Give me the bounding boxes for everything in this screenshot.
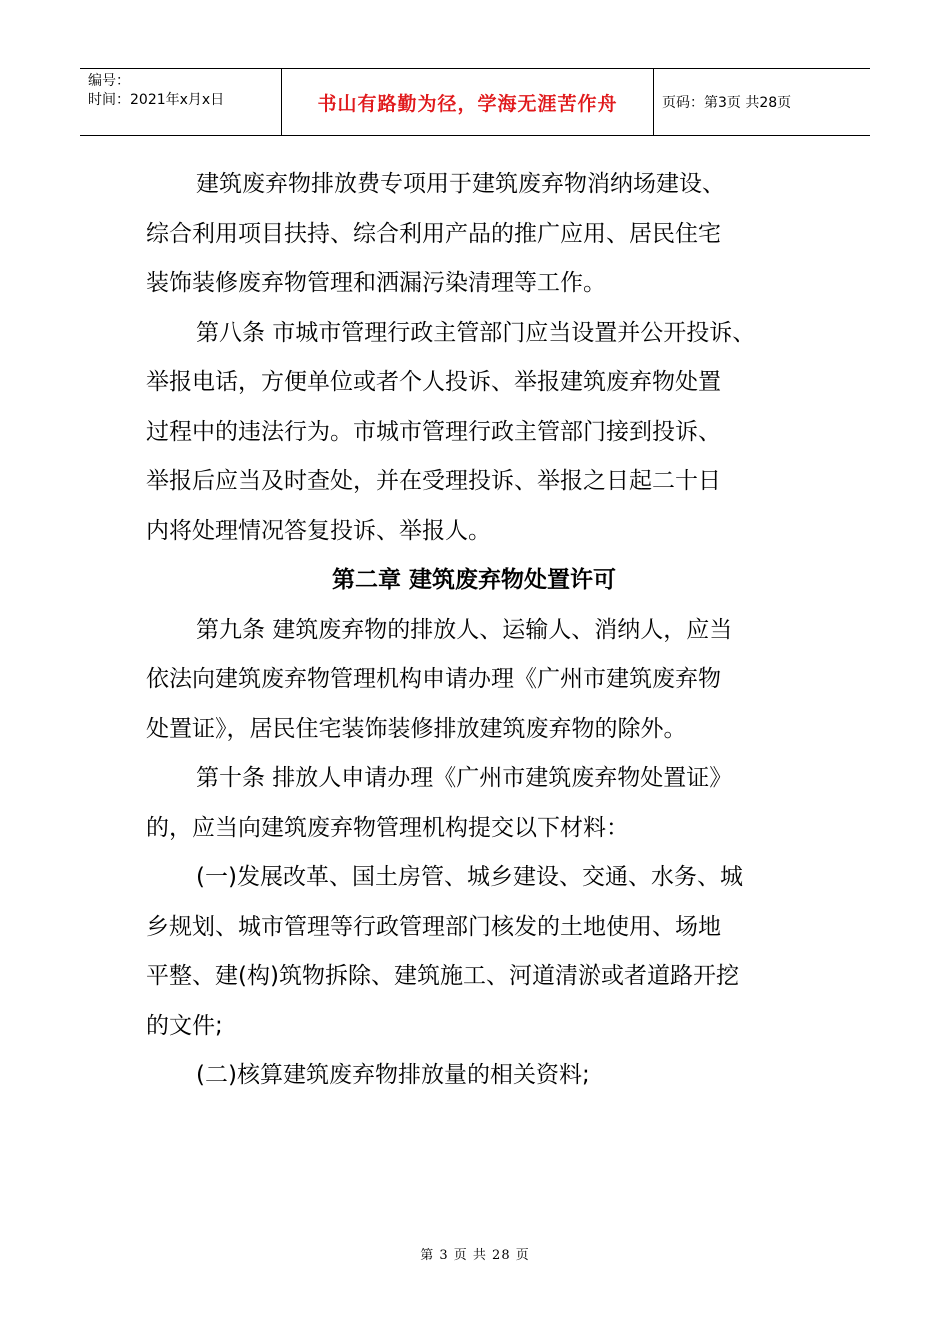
paragraph-line: 乡规划、城市管理等行政管理部门核发的土地使用、场地 <box>146 913 721 940</box>
paragraph-line: 内将处理情况答复投诉、举报人。 <box>146 517 491 544</box>
article-10-line: 第十条 排放人申请办理《广州市建筑废弃物处置证》 <box>196 765 733 791</box>
list-item-2-line: (二)核算建筑废弃物排放量的相关资料; <box>196 1062 590 1088</box>
document-time-label: 时间：2021年x月x日 <box>88 92 225 108</box>
paragraph-line: 举报后应当及时查处，并在受理投诉、举报之日起二十日 <box>146 468 721 494</box>
article-9-line: 第九条 建筑废弃物的排放人、运输人、消纳人，应当 <box>196 616 733 643</box>
paragraph-line: 装饰装修废弃物管理和洒漏污染清理等工作。 <box>146 270 606 296</box>
header-meta <box>80 69 282 135</box>
paragraph-line: 依法向建筑废弃物管理机构申请办理《广州市建筑废弃物 <box>146 666 721 692</box>
document-number-label: 编号： <box>88 73 130 89</box>
chapter-heading: 第二章 建筑废弃物处置许可 <box>331 567 616 593</box>
header-motto: 书山有路勤为径，学海无涯苦作舟 <box>282 69 654 135</box>
paragraph-line: 的，应当向建筑废弃物管理机构提交以下材料： <box>146 814 629 841</box>
list-item-1-line: (一)发展改革、国土房管、城乡建设、交通、水务、城 <box>196 864 743 890</box>
document-body <box>146 160 826 1101</box>
page-footer: 第 3 页 共 28 页 <box>420 1248 530 1263</box>
header-page-info: 页码：第3页 共28页 <box>662 95 792 111</box>
paragraph-line: 平整、建(构)筑物拆除、建筑施工、河道清淤或者道路开挖 <box>146 963 739 989</box>
paragraph-line: 过程中的违法行为。市城市管理行政主管部门接到投诉、 <box>146 418 721 445</box>
page-header <box>80 68 870 136</box>
paragraph-line: 的文件; <box>146 1012 223 1039</box>
paragraph-line: 综合利用项目扶持、综合利用产品的推广应用、居民住宅 <box>146 220 721 247</box>
paragraph-line: 处置证》，居民住宅装饰装修排放建筑废弃物的除外。 <box>146 715 687 742</box>
article-8-line: 第八条 市城市管理行政主管部门应当设置并公开投诉、 <box>196 319 756 346</box>
paragraph-line: 举报电话，方便单位或者个人投诉、举报建筑废弃物处置 <box>146 369 721 395</box>
paragraph-line: 建筑废弃物排放费专项用于建筑废弃物消纳场建设、 <box>196 171 725 197</box>
